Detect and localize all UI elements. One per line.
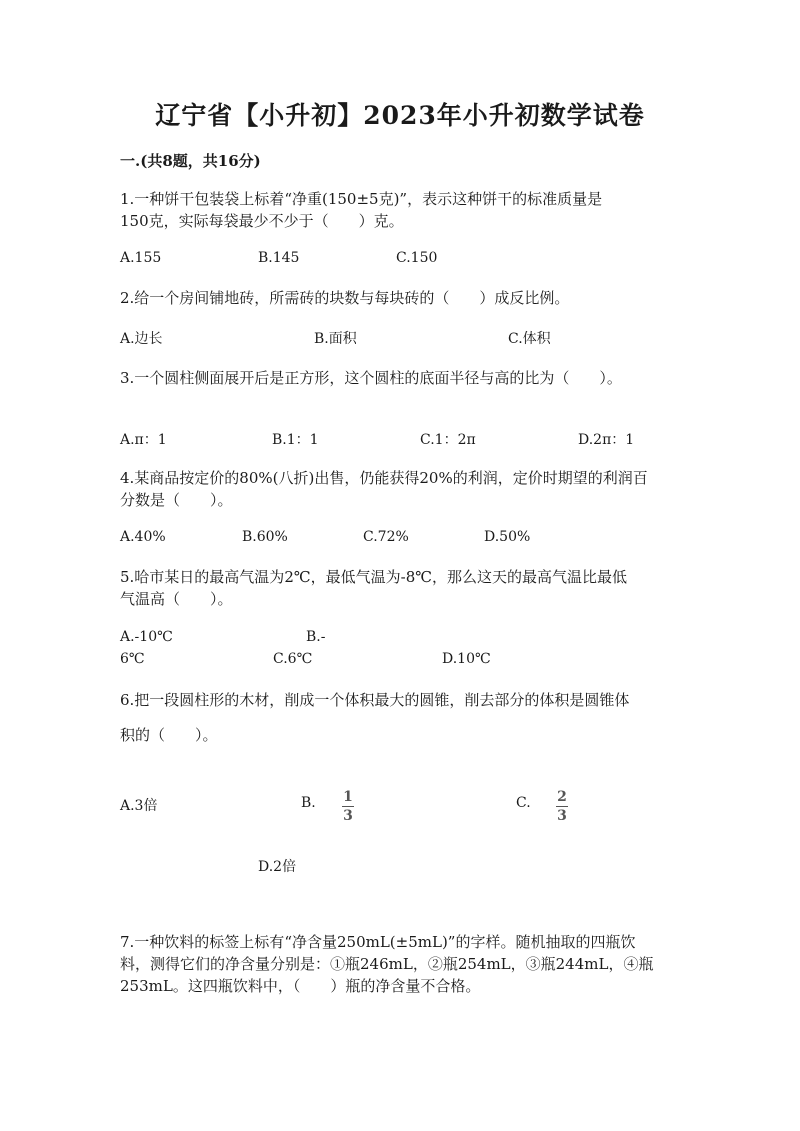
q6-option-b-fraction [342, 789, 354, 824]
q2-option-c: C.体积 [508, 331, 551, 347]
q1-option-a: A.155 [120, 250, 162, 266]
fraction-numerator: 1 [343, 789, 353, 805]
question-7-line-3: 253mL。这四瓶饮料中，（ ）瓶的净含量不合格。 [120, 977, 481, 995]
question-4-line-2: 分数是（ ）。 [120, 491, 233, 509]
q1-option-b: B.145 [258, 250, 300, 266]
question-5-line-2: 气温高（ ）。 [120, 590, 233, 608]
question-1-line-1: 1.一种饼干包装袋上标着“净重(150±5克)”，表示这种饼干的标准质量是 [120, 190, 603, 208]
question-7-line-2: 料，测得它们的净含量分别是：①瓶246mL，②瓶254mL，③瓶244mL，④瓶 [120, 955, 654, 973]
q3-option-a: A.π：1 [120, 432, 167, 448]
q2-option-a: A.边长 [120, 331, 163, 347]
q6-option-c-fraction [556, 789, 568, 824]
question-6-line-1: 6.把一段圆柱形的木材，削成一个体积最大的圆锥，削去部分的体积是圆锥体 [120, 691, 630, 709]
q4-option-a: A.40% [120, 529, 166, 545]
question-1-line-2: 150克，实际每袋最少不少于（ ）克。 [120, 212, 404, 230]
q3-option-b: B.1：1 [272, 432, 319, 448]
question-4-line-1: 4.某商品按定价的80%(八折)出售，仍能获得20%的利润，定价时期望的利润百 [120, 469, 648, 487]
q3-option-c: C.1：2π [420, 432, 476, 448]
page-title: 辽宁省【小升初】2023年小升初数学试卷 [155, 101, 645, 130]
question-7-line-1: 7.一种饮料的标签上标有“净含量250mL(±5mL)”的字样。随机抽取的四瓶饮 [120, 933, 636, 951]
q5-option-b: B.- [306, 629, 326, 645]
q4-option-d: D.50% [484, 529, 531, 545]
q6-option-d: D.2倍 [258, 859, 297, 875]
q6-option-b: B. [301, 795, 316, 811]
q5-option-d: D.10℃ [442, 651, 491, 667]
fraction-denominator: 3 [343, 808, 353, 824]
fraction-denominator: 3 [557, 808, 567, 824]
fraction-bar [342, 806, 354, 807]
q6-option-a: A.3倍 [120, 798, 158, 814]
q2-option-b: B.面积 [314, 331, 357, 347]
q3-option-d: D.2π：1 [578, 432, 635, 448]
section-heading: 一.(共8题，共16分) [120, 152, 261, 170]
fraction-numerator: 2 [557, 789, 567, 805]
question-3-line-1: 3.一个圆柱侧面展开后是正方形，这个圆柱的底面半径与高的比为（ ）。 [120, 369, 622, 387]
q6-option-c: C. [516, 795, 531, 811]
q4-option-b: B.60% [242, 529, 288, 545]
question-2-line-1: 2.给一个房间铺地砖，所需砖的块数与每块砖的（ ）成反比例。 [120, 289, 570, 307]
q4-option-c: C.72% [363, 529, 409, 545]
q5-option-c: C.6℃ [273, 651, 313, 667]
q5-option-b-continued: 6℃ [120, 651, 145, 667]
question-5-line-1: 5.哈市某日的最高气温为2℃，最低气温为-8℃，那么这天的最高气温比最低 [120, 568, 628, 586]
q1-option-c: C.150 [396, 250, 438, 266]
fraction-bar [556, 806, 568, 807]
question-6-line-2: 积的（ ）。 [120, 726, 218, 744]
q5-option-a: A.-10℃ [120, 629, 173, 645]
